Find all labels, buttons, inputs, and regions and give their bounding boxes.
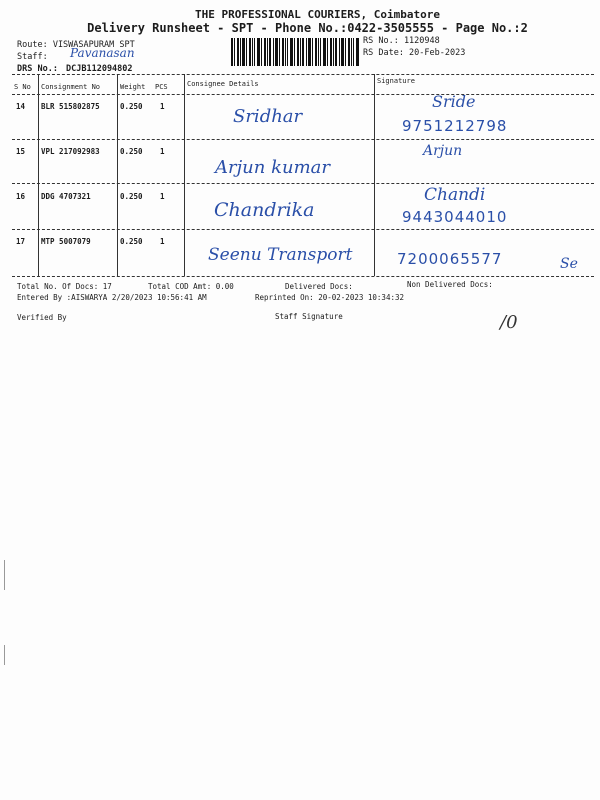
header-weight: Weight (120, 83, 146, 91)
row-sno: 17 (16, 237, 26, 246)
non-delivered-docs: Non Delivered Docs: (407, 280, 493, 289)
total-cod: Total COD Amt: 0.00 (148, 282, 234, 291)
row-consignment: MTP 5007079 (41, 237, 91, 246)
consignee-handwritten: Sridhar (233, 106, 303, 127)
entered-by: Entered By :AISWARYA 2/20/2023 10:56:41 AM (17, 293, 207, 302)
handwritten-mark: /0 (500, 312, 518, 333)
table-top-rule (12, 74, 594, 75)
row-sno: 16 (16, 192, 26, 201)
header-sno: S No (14, 83, 31, 91)
company-title: THE PROFESSIONAL COURIERS, Coimbatore (194, 8, 441, 21)
row-rule (12, 139, 594, 140)
consignee-handwritten: Chandrika (214, 199, 315, 221)
phone-handwritten: 9751212798 (402, 117, 508, 135)
row-pcs: 1 (160, 237, 165, 246)
row-consignment: BLR 515802875 (41, 102, 100, 111)
row-rule (12, 183, 594, 184)
header-signature: Signature (377, 77, 415, 85)
barcode (231, 38, 359, 66)
table-bottom-rule (12, 276, 594, 277)
verified-by: Verified By (17, 313, 67, 322)
header-consignment: Consignment No (41, 83, 101, 91)
delivered-docs: Delivered Docs: (285, 282, 353, 291)
signature-handwritten: Se (560, 256, 578, 272)
reprinted-on: Reprinted On: 20-02-2023 10:34:32 (255, 293, 405, 302)
header-consignee: Consignee Details (187, 80, 259, 88)
row-rule (12, 229, 594, 230)
consignee-handwritten: Arjun kumar (215, 157, 330, 178)
row-weight: 0.250 (120, 192, 143, 201)
consignee-handwritten: Seenu Transport (208, 245, 353, 265)
row-consignment: DDG 4707321 (41, 192, 91, 201)
row-weight: 0.250 (120, 147, 143, 156)
scan-artifact (4, 560, 5, 590)
drs-value: DCJB112094802 (66, 64, 133, 74)
row-sno: 15 (16, 147, 26, 156)
col-divider (374, 74, 375, 276)
row-pcs: 1 (160, 147, 165, 156)
phone-handwritten: 9443044010 (402, 208, 508, 226)
staff-label: Staff: (17, 52, 48, 62)
signature-handwritten: Arjun (423, 143, 463, 159)
row-weight: 0.250 (120, 102, 143, 111)
drs-label: DRS No.: (17, 64, 58, 74)
staff-handwritten: Pavanasan (70, 46, 135, 60)
staff-signature: Staff Signature (275, 312, 343, 321)
signature-handwritten: Chandi (424, 185, 486, 205)
route-label: Route: VISWASAPURAM SPT (17, 40, 135, 50)
scan-artifact (4, 645, 5, 665)
row-sno: 14 (16, 102, 26, 111)
col-divider (184, 74, 185, 276)
table-header-rule (12, 94, 594, 95)
total-docs: Total No. Of Docs: 17 (17, 282, 112, 291)
signature-handwritten: Sride (432, 92, 476, 111)
header-pcs: PCS (155, 83, 168, 91)
row-pcs: 1 (160, 192, 165, 201)
runsheet-title: Delivery Runsheet - SPT - Phone No.:0422-3505555 - Page No.:2 (87, 21, 528, 35)
row-consignment: VPL 217092983 (41, 147, 100, 156)
col-divider (117, 74, 118, 276)
row-pcs: 1 (160, 102, 165, 111)
rs-number: RS No.: 1120948 (363, 36, 440, 46)
row-weight: 0.250 (120, 237, 143, 246)
col-divider (38, 74, 39, 276)
phone-handwritten: 7200065577 (397, 250, 503, 268)
rs-date: RS Date: 20-Feb-2023 (363, 48, 466, 58)
